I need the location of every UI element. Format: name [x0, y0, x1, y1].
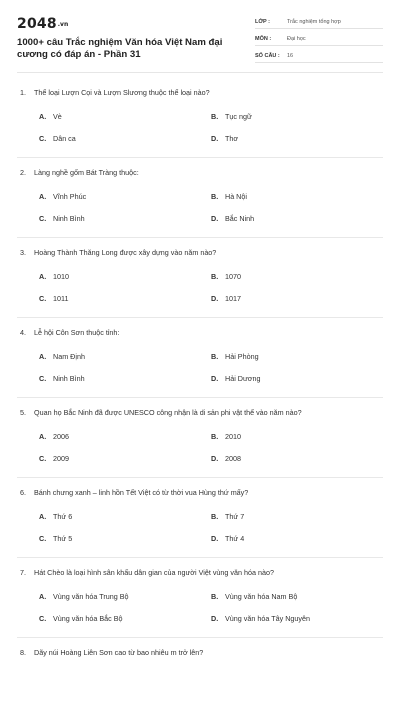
question-item: [17, 327, 383, 398]
question-prompt: Bánh chưng xanh – linh hồn Tết Việt có từ thời vua Hùng thứ mấy?: [34, 488, 249, 497]
option-text: Hà Nội: [225, 192, 247, 201]
question-prompt: Thể loại Lượn Cọi và Lượn Slương thuộc thể loại nào?: [34, 88, 210, 97]
option-letter: C.: [39, 134, 47, 143]
option-letter: B.: [211, 512, 219, 521]
question-item: [17, 567, 383, 638]
meta-row-class: [255, 15, 383, 29]
question-item: [17, 87, 383, 158]
meta-info: [255, 15, 383, 72]
answer-option[interactable]: [211, 613, 383, 625]
meta-value: 16: [287, 52, 294, 59]
header: [17, 0, 383, 72]
answer-option[interactable]: [39, 351, 211, 363]
option-text: Ninh Bình: [53, 214, 85, 223]
answer-option[interactable]: [211, 111, 383, 123]
option-letter: C.: [39, 614, 47, 623]
option-letter: A.: [39, 112, 47, 121]
option-letter: C.: [39, 294, 47, 303]
answer-option[interactable]: [211, 351, 383, 363]
option-text: Dân ca: [53, 134, 76, 143]
answer-option[interactable]: [211, 591, 383, 603]
option-text: 1010: [53, 272, 69, 281]
option-letter: D.: [211, 614, 219, 623]
option-letter: D.: [211, 534, 219, 543]
option-letter: B.: [211, 432, 219, 441]
question-number: 5.: [20, 408, 26, 417]
question-text: [17, 167, 383, 179]
option-text: Vùng văn hóa Trung Bộ: [53, 592, 129, 601]
meta-value: Trắc nghiệm tổng hợp: [287, 18, 341, 25]
option-letter: A.: [39, 592, 47, 601]
option-text: 2010: [225, 432, 241, 441]
option-letter: D.: [211, 294, 219, 303]
question-number: 1.: [20, 88, 26, 97]
option-letter: A.: [39, 192, 47, 201]
option-letter: D.: [211, 374, 219, 383]
option-text: Hải Phòng: [225, 352, 259, 361]
document-title: 1000+ câu Trắc nghiệm Văn hóa Việt Nam đại cương có đáp án - Phần 31: [17, 37, 223, 60]
question-number: 2.: [20, 168, 26, 177]
option-letter: C.: [39, 534, 47, 543]
option-text: Hải Dương: [225, 374, 261, 383]
option-text: 1017: [225, 294, 241, 303]
question-prompt: Lễ hội Côn Sơn thuộc tỉnh:: [34, 328, 120, 337]
question-text: [17, 407, 383, 419]
meta-label: SỐ CÂU :: [255, 52, 280, 59]
answer-option[interactable]: [39, 271, 211, 283]
header-left: [17, 14, 232, 72]
option-text: Ninh Bình: [53, 374, 85, 383]
answer-option[interactable]: [39, 431, 211, 443]
option-letter: B.: [211, 112, 219, 121]
option-letter: A.: [39, 272, 47, 281]
question-text: [17, 327, 383, 339]
option-text: 1011: [53, 294, 69, 303]
answer-options: [17, 511, 383, 545]
option-letter: D.: [211, 214, 219, 223]
option-text: 2008: [225, 454, 241, 463]
question-prompt: Quan họ Bắc Ninh đã được UNESCO công nhận là di sản phi vật thể vào năm nào?: [34, 408, 302, 417]
option-text: Thứ 4: [225, 534, 245, 543]
answer-option[interactable]: [39, 293, 211, 305]
option-text: Vùng văn hóa Tây Nguyên: [225, 614, 310, 623]
answer-option[interactable]: [39, 111, 211, 123]
option-text: Nam Định: [53, 352, 85, 361]
option-text: Vĩnh Phúc: [53, 192, 87, 201]
option-letter: B.: [211, 592, 219, 601]
option-text: Bắc Ninh: [225, 214, 255, 223]
question-number: 8.: [20, 648, 26, 657]
option-text: 1070: [225, 272, 241, 281]
answer-option[interactable]: [39, 213, 211, 225]
option-letter: B.: [211, 192, 219, 201]
answer-option[interactable]: [39, 453, 211, 465]
logo-text: 2048: [17, 16, 57, 32]
answer-option[interactable]: [211, 373, 383, 385]
question-item: [17, 487, 383, 558]
question-text: [17, 487, 383, 499]
option-text: Vè: [53, 112, 62, 121]
question-item: [17, 167, 383, 238]
site-logo[interactable]: [17, 14, 232, 34]
question-number: 3.: [20, 248, 26, 257]
answer-option[interactable]: [211, 511, 383, 523]
answer-option[interactable]: [211, 191, 383, 203]
option-text: Tục ngữ: [225, 112, 252, 121]
answer-option[interactable]: [211, 213, 383, 225]
option-text: Thứ 5: [53, 534, 73, 543]
question-list: [17, 73, 383, 718]
meta-value: Đại học: [287, 35, 306, 42]
answer-option[interactable]: [39, 133, 211, 145]
option-text: Thứ 6: [53, 512, 73, 521]
option-letter: A.: [39, 512, 47, 521]
answer-option[interactable]: [211, 453, 383, 465]
meta-row-count: [255, 49, 383, 63]
option-text: Thơ: [225, 134, 239, 143]
question-number: 7.: [20, 568, 26, 577]
question-prompt: Làng nghề gốm Bát Tràng thuộc:: [34, 168, 139, 177]
option-letter: C.: [39, 374, 47, 383]
answer-option[interactable]: [39, 533, 211, 545]
question-text: [17, 87, 383, 99]
meta-label: LỚP :: [255, 18, 270, 25]
option-text: 2006: [53, 432, 69, 441]
answer-options: [17, 431, 383, 465]
option-letter: B.: [211, 272, 219, 281]
answer-options: [17, 271, 383, 305]
question-item: [17, 407, 383, 478]
option-text: Vùng văn hóa Nam Bộ: [225, 592, 298, 601]
option-letter: A.: [39, 432, 47, 441]
question-prompt: Dãy núi Hoàng Liên Sơn cao từ bao nhiêu m trở lên?: [34, 648, 204, 657]
question-prompt: Hát Chèo là loại hình sân khấu dân gian của người Việt vùng văn hóa nào?: [34, 568, 274, 577]
answer-option[interactable]: [39, 613, 211, 625]
answer-option[interactable]: [39, 511, 211, 523]
question-text: [17, 567, 383, 579]
meta-row-subject: [255, 32, 383, 46]
question-prompt: Hoàng Thành Thăng Long được xây dựng vào năm nào?: [34, 248, 217, 257]
answer-options: [17, 591, 383, 625]
option-letter: C.: [39, 454, 47, 463]
question-number: 6.: [20, 488, 26, 497]
answer-options: [17, 111, 383, 145]
option-text: Vùng văn hóa Bắc Bộ: [53, 614, 123, 623]
option-letter: B.: [211, 352, 219, 361]
option-letter: A.: [39, 352, 47, 361]
answer-options: [17, 191, 383, 225]
answer-option[interactable]: [211, 271, 383, 283]
answer-option[interactable]: [211, 293, 383, 305]
option-text: 2009: [53, 454, 69, 463]
answer-option[interactable]: [211, 133, 383, 145]
answer-option[interactable]: [39, 591, 211, 603]
logo-suffix: .vn: [57, 20, 69, 28]
meta-label: MÔN :: [255, 35, 272, 42]
answer-options: [17, 351, 383, 385]
option-letter: D.: [211, 134, 219, 143]
answer-option[interactable]: [211, 431, 383, 443]
option-letter: C.: [39, 214, 47, 223]
question-text: [17, 647, 383, 659]
option-letter: D.: [211, 454, 219, 463]
answer-option[interactable]: [39, 191, 211, 203]
question-number: 4.: [20, 328, 26, 337]
question-item: [17, 247, 383, 318]
question-text: [17, 247, 383, 259]
question-item: [17, 647, 383, 718]
answer-option[interactable]: [211, 533, 383, 545]
option-text: Thứ 7: [225, 512, 245, 521]
answer-option[interactable]: [39, 373, 211, 385]
